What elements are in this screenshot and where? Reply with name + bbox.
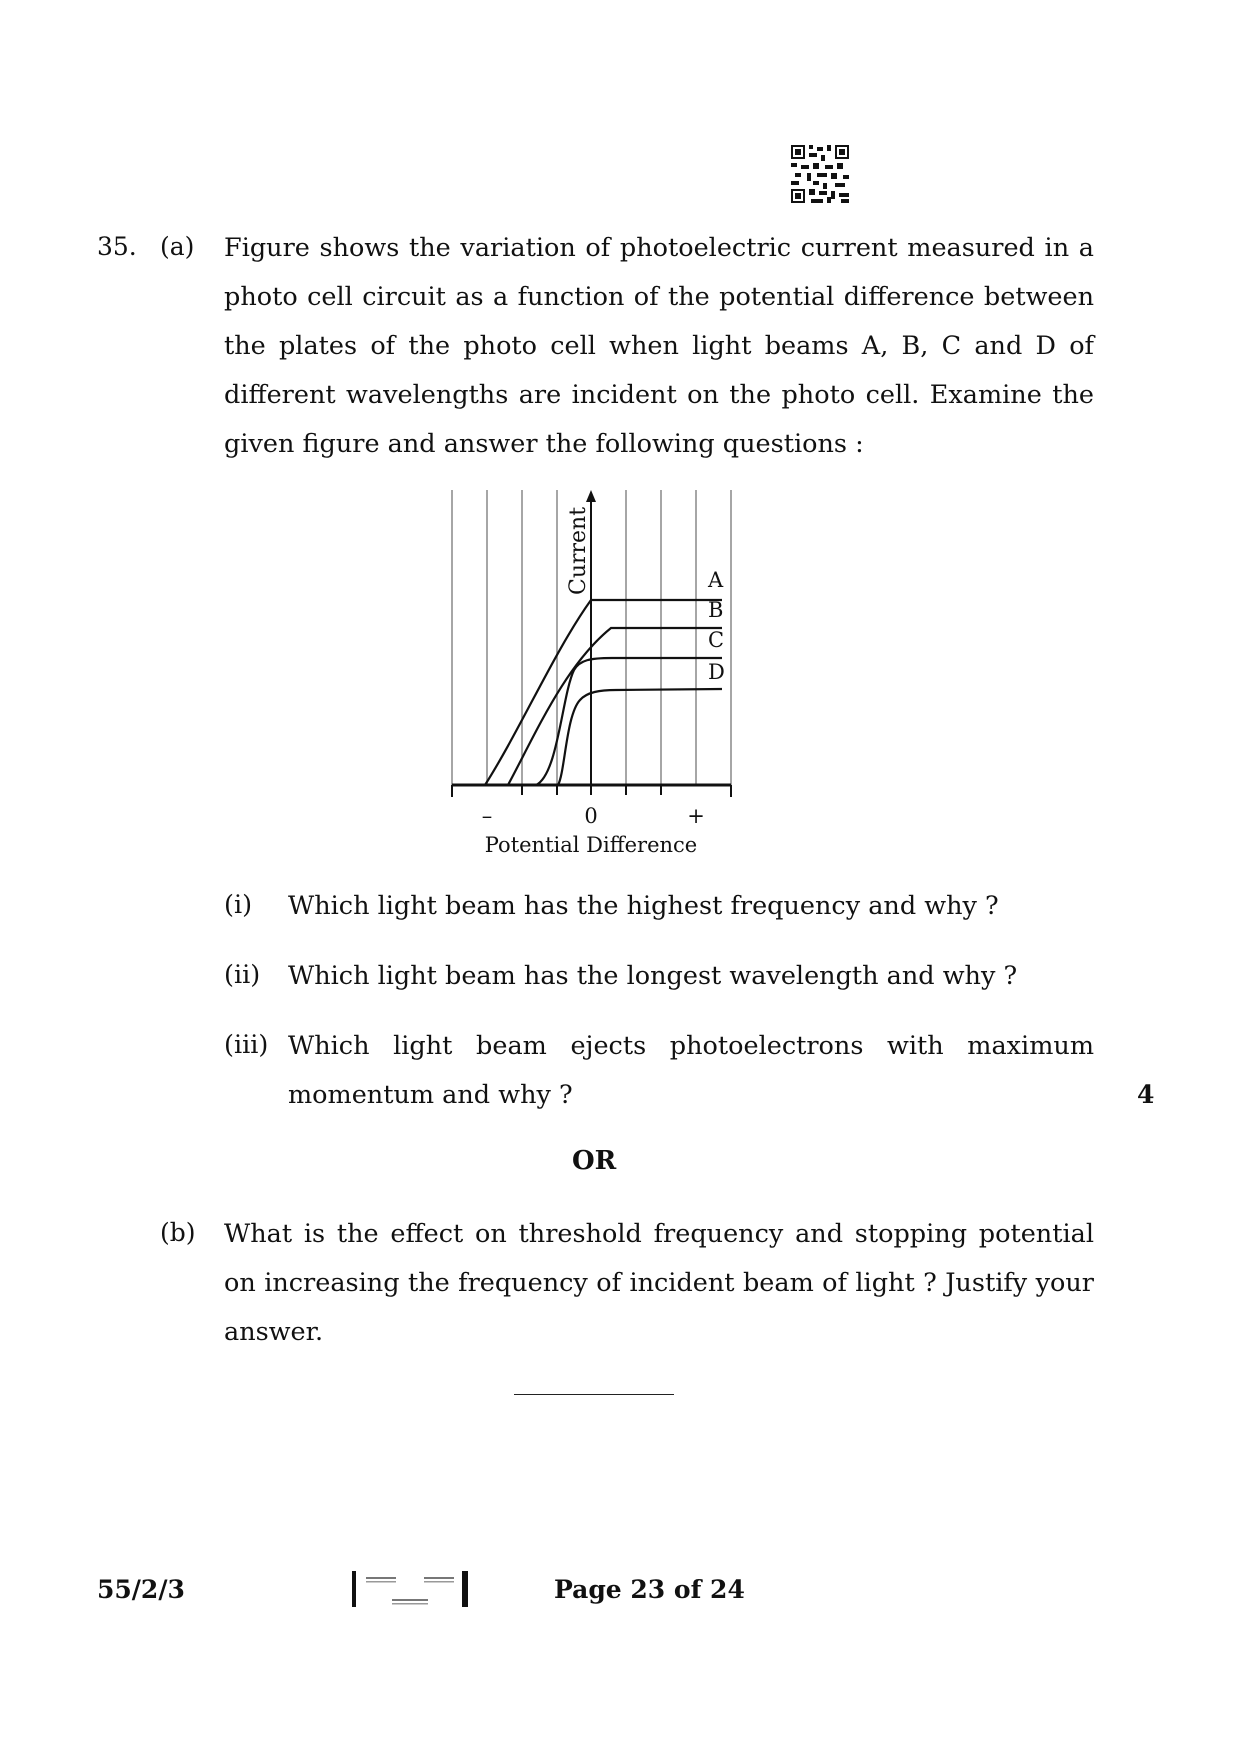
curve-b: [508, 628, 725, 785]
question-number: 35.: [97, 232, 137, 261]
subquestion-2-number: (ii): [224, 960, 261, 990]
y-axis-label: Current: [566, 506, 591, 595]
photocurrent-figure: [440, 490, 750, 870]
subquestion-2-text: Which light beam has the longest wavelength and why ?: [288, 961, 1018, 991]
curve-label-b: B: [708, 598, 724, 622]
part-a-text: Figure shows the variation of photoelectric current measured in a photo cell circuit as a function of the potential difference between the plates of the photo cell when light beams A, B, C and D of different wavelengths are incident on the photo cell. Examine the given figure and answer the following questions :: [224, 233, 1094, 459]
part-a-label: (a): [160, 232, 195, 261]
curve-label-d: D: [708, 660, 725, 684]
tick-label-minus: –: [481, 804, 493, 828]
tick-label-plus: +: [687, 804, 705, 828]
subquestion-1-number: (i): [224, 890, 253, 920]
part-b-label: (b): [160, 1218, 196, 1247]
x-axis-label: Potential Difference: [484, 833, 698, 857]
part-b-text: What is the effect on threshold frequency and stopping potential on increasing the frequency of incident beam of light ? Justify your answer.: [224, 1219, 1094, 1347]
marks: 4: [1137, 1080, 1155, 1109]
subquestion-1-text: Which light beam has the highest frequency and why ?: [288, 891, 999, 921]
y-axis-arrow: [586, 490, 596, 502]
paper-code: 55/2/3: [97, 1575, 185, 1604]
end-rule: [514, 1394, 674, 1395]
curve-label-c: C: [708, 628, 725, 652]
curve-d: [558, 689, 722, 785]
or-separator: OR: [572, 1146, 617, 1176]
barcode-mark: [352, 1569, 470, 1609]
qr-code: [791, 145, 849, 203]
page-number: Page 23 of 24: [554, 1575, 745, 1604]
curve-label-a: A: [708, 568, 724, 592]
subquestion-3-number: (iii): [224, 1030, 269, 1060]
tick-label-zero: 0: [584, 804, 598, 828]
subquestion-3-text: Which light beam ejects photoelectrons with maximum momentum and why ?: [288, 1031, 1094, 1110]
